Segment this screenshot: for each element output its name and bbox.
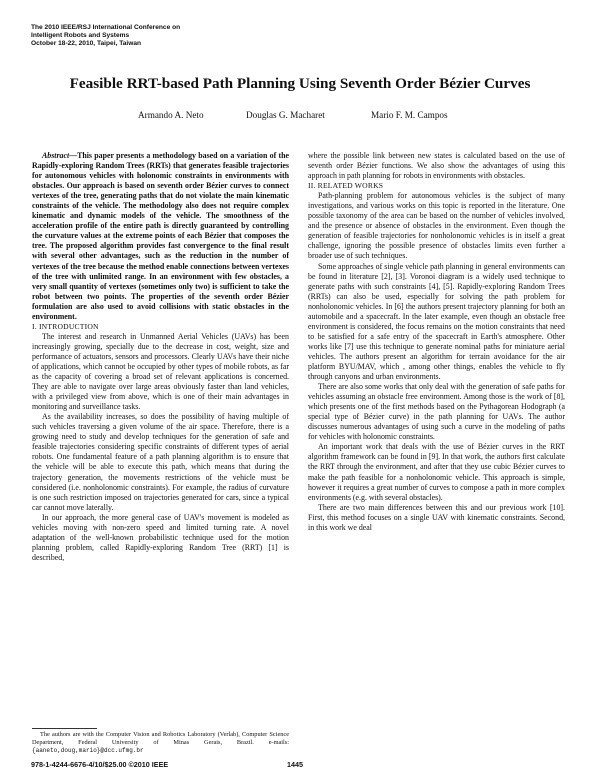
section-initial: R	[317, 181, 323, 191]
footnote-text: The authors are with the Computer Vision and Robotics Laboratory (Verlab), Computer Science Department, Federal University of Minas Gerais, Brazil.	[32, 731, 289, 746]
author-name: Mario F. M. Campos	[371, 110, 448, 120]
abstract-dash: —	[69, 151, 78, 160]
section-title-rest: ELATED	[322, 181, 353, 191]
section-initial: W	[354, 181, 363, 191]
paragraph: There are two main differences between this and our previous work [10]. First, this method focuses on a single UAV with kinematic constraints. Second, in this work we deal	[308, 502, 565, 532]
author-list	[0, 110, 600, 124]
paragraph: In our approach, the more general case of UAV's movement is modeled as vehicles moving with non-zero speed and limited turning rate. A novel adaptation of the well-known probabilistic technique used for the motion planning problem, called Rapidly-exploring Random Tree (RRT) [1] is described,	[32, 512, 289, 562]
paper-title: Feasible RRT-based Path Planning Using Seventh Order Bézier Curves	[69, 75, 531, 92]
paragraph: The interest and research in Unmanned Aerial Vehicles (UAVs) has been increasingly growing, specially due to the decrease in cost, weight, size and performance of actuators, sensors and processors. Clearly UAVs have their niche of applications, which cannot be occupied by other types of mobile robots, as far as the capacity of covering a broad set of relevant applications is concerned. They are able to navigate over large areas obviously faster than land vehicles, with a privileged view from above, which is one of their main advantages in monitoring and surveillance tasks.	[32, 331, 289, 412]
section-numeral: II.	[308, 181, 316, 191]
abstract-text: This paper presents a methodology based on a variation of the Rapidly-exploring Random Trees (RRTs) that generates feasible trajectories for autonomous vehicles with holonomic constraints in environments with obstacles. Our approach is based on seventh order Bézier curves to connect vertexes of the tree, generating paths that do not violate the main kinematic constraints of the vehicle. The methodology also does not require complex kinematic and dynamic models of the vehicle. The smoothness of the acceleration profile of the entire path is directly guaranteed by controlling the curvature values at the extreme points of each Bézier that composes the tree. The proposed algorithm provides fast convergence to the final result with several other advantages, such as the reduction in the number of vertexes of the tree because the method enable connections between vertexes of the tree with unlimited range. In an environment with few obstacles, a very small quantity of vertexes (sometimes only two) is sufficient to take the robot between two points. The properties of the seventh order Bézier formulation are also used to avoid collisions with static obstacles in the environment.	[32, 151, 289, 321]
conference-line-3: October 18-22, 2010, Taipei, Taiwan	[31, 40, 142, 48]
footnote-email-label: e-mails:	[268, 738, 289, 746]
conference-header	[31, 24, 291, 49]
paragraph: Path-planning problem for autonomous vehicles is the subject of many investigations, and various works on this topic is reported in the literature. One possible taxonomy of the area can be based on the number of vehicles involved, and the presence or absence of obstacles in the environment. Even though the generation of feasible trajectories for nonholonomic vehicles is in itself a great challenge, ignoring the possible presence of obstacles limits even further a broader use of such techniques.	[308, 191, 565, 261]
section-initial: I	[38, 321, 42, 331]
paragraph-continued: where the possible link between new states is calculated based on the use of seventh order Bézier functions. We also show the advantages of using this approach in path planning for robots in environments with obstacles.	[308, 151, 565, 181]
abstract-label: Abstract	[42, 151, 70, 160]
conference-line-1: The 2010 IEEE/RSJ International Conference on	[31, 24, 181, 31]
section-title-rest: NTRODUCTION	[41, 321, 99, 331]
footnote-rule	[32, 728, 97, 729]
section-heading-related-works	[308, 181, 565, 191]
section-numeral: I.	[32, 321, 37, 331]
paragraph: As the availability increases, so does the possibility of having multiple of such vehicles traversing a given volume of the air space. Therefore, there is a growing need to study and develop techniques for the generation of safe and feasible trajectories considering specific constraints of different types of aerial robots. One fundamental feature of a path planning algorithm is to ensure that the vehicle will be able to execute this path, which means that during the trajectory generation, the movements restrictions of the vehicle must be considered (i.e. nonholonomic constraints). For example, the radius of curvature is one such restriction imposed on trajectories generated for cars, since a typical car cannot move laterally.	[32, 412, 289, 512]
abstract	[32, 151, 289, 322]
section-heading-introduction	[32, 322, 289, 332]
right-column	[308, 151, 565, 533]
author-name: Douglas G. Macharet	[246, 110, 325, 120]
paragraph: There are also some works that only deal with the generation of safe paths for vehicles assuming an obstacle free environment. Among those is the work of [8], which presents one of the first methods based on the Pythagorean Hodograph (a special type of Bézier curve) in the path planning for UAVs. The author discusses numerous advantages of using such a curve in the modeling of paths for vehicles with holonomic constraints.	[308, 382, 565, 442]
page-number: 1445	[287, 760, 303, 769]
conference-line-2: Intelligent Robots and Systems	[31, 32, 130, 40]
footer-isbn: 978-1-4244-6676-4/10/$25.00 ©2010 IEEE	[31, 760, 169, 769]
footnote	[32, 731, 289, 754]
paragraph: An important work that deals with the use of Bézier curves in the RRT algorithm framework can be found in [9]. In that work, the authors first calculate the RRT through the environment, and after that they use cubic Bézier curves to make the path feasible for a nonholonomic vehicle. This approach is simple, however it requires a great number of curves to compose a path in more complex environments (e.g. with several obstacles).	[308, 442, 565, 502]
paragraph: Some approaches of single vehicle path planning in general environments can be found in literature [2], [3]. Voronoi diagram is a widely used technique to generate paths with such constraints [4], [5]. Rapidly-exploring Random Trees (RRTs) can also be used, especially for solving the path problem for nonholonomic vehicles. In [6] the authors present trajectory planning for both an automobile and a spacecraft. In the later example, even though an obstacle free environment is considered, the focus remains on the motion constraints that need to be satisfied for a safe entry of the spacecraft in Earth's atmosphere. Other works like [7] use this technique to generate nominal paths for miniature aerial vehicles. The authors present an algorithm for terrain avoidance for the air platform BYU/MAV, which , among other things, enables the vehicle to fly through canyons and urban environments.	[308, 261, 565, 382]
footnote-emails: {aaneto,doug,mario}@dcc.ufmg.br	[32, 746, 144, 754]
left-column	[32, 151, 289, 563]
author-name: Armando A. Neto	[138, 110, 204, 120]
section-title-rest: ORKS	[362, 181, 384, 191]
